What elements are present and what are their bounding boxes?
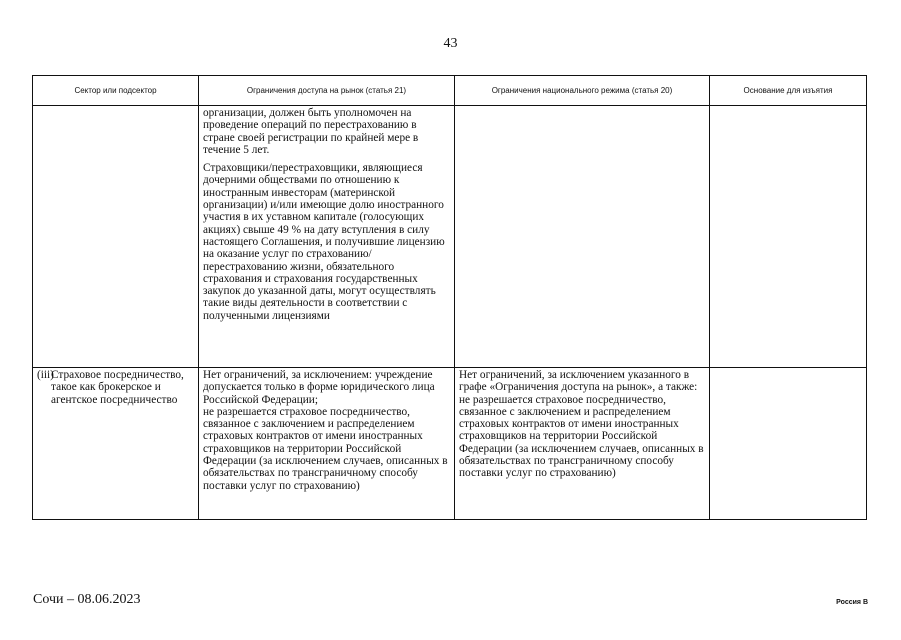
cell-sector xyxy=(33,368,199,520)
cell-basis xyxy=(710,106,867,368)
page-number: 43 xyxy=(443,36,458,51)
footer-country-mark: Россия В xyxy=(836,599,868,606)
cell-market-access xyxy=(199,368,455,520)
market-access-paragraph: организации, должен быть уполномочен на проведение операций по перестрахованию в стране своей регистрации по крайней мере в течение 5 лет. xyxy=(203,107,419,156)
footer-place-date: Сочи – 08.06.2023 xyxy=(33,592,141,607)
cell-market-access xyxy=(199,106,455,368)
table-row xyxy=(33,368,867,520)
header-sector: Сектор или подсектор xyxy=(33,76,199,106)
market-access-paragraph: не разрешается страховое посредничество, связанное с заключением и распределением страховых контрактов от имени иностранных страховщиков на территории Российской Федерации (за исключением случаев, описанных в обязательствах по трансграничному способу поставки услуг по страхованию) xyxy=(203,405,448,492)
sector-number: (iii) xyxy=(37,369,54,381)
table-row xyxy=(33,106,867,368)
reservations-table xyxy=(32,75,867,520)
national-treatment-paragraph: Нет ограничений, за исключением указанного в графе «Ограничения доступа на рынок», а также: xyxy=(459,369,698,394)
cell-basis xyxy=(710,368,867,520)
sector-name: Страховое посредничество, такое как брокерское и агентское посредничество xyxy=(51,369,184,406)
header-market-access: Ограничения доступа на рынок (статья 21) xyxy=(199,76,455,106)
header-basis: Основание для изъятия xyxy=(710,76,867,106)
table-header-row xyxy=(33,76,867,106)
cell-national-treatment xyxy=(455,368,710,520)
national-treatment-paragraph: не разрешается страховое посредничество, связанное с заключением и распределением страховых контрактов от имени иностранных страховщиков на территории Российской Федерации (за исключением случаев, описанных в обязательствах по трансграничному способу поставки услуг по страхованию) xyxy=(459,393,704,480)
market-access-paragraph: Страховщики/перестраховщики, являющиеся дочерними обществами по отношению к иностранным инвесторам (материнской организации) и/или имеющие долю иностранного участия в их уставном капитале (голосующих акциях) свыше 49 % на дату вступления в силу настоящего Соглашения, и получившие лицензию на оказание услуг по страхованию/перестрахованию жизни, обязательного страхования и страхования государственных закупок до указанной даты, могут осуществлять такие виды деятельности в соответствии с полученными лицензиями xyxy=(203,162,445,322)
header-national-treatment: Ограничения национального режима (статья 20) xyxy=(455,76,710,106)
cell-national-treatment xyxy=(455,106,710,368)
cell-sector xyxy=(33,106,199,368)
market-access-paragraph: Нет ограничений, за исключением: учреждение допускается только в форме юридического лица Российской Федерации; xyxy=(203,369,435,406)
